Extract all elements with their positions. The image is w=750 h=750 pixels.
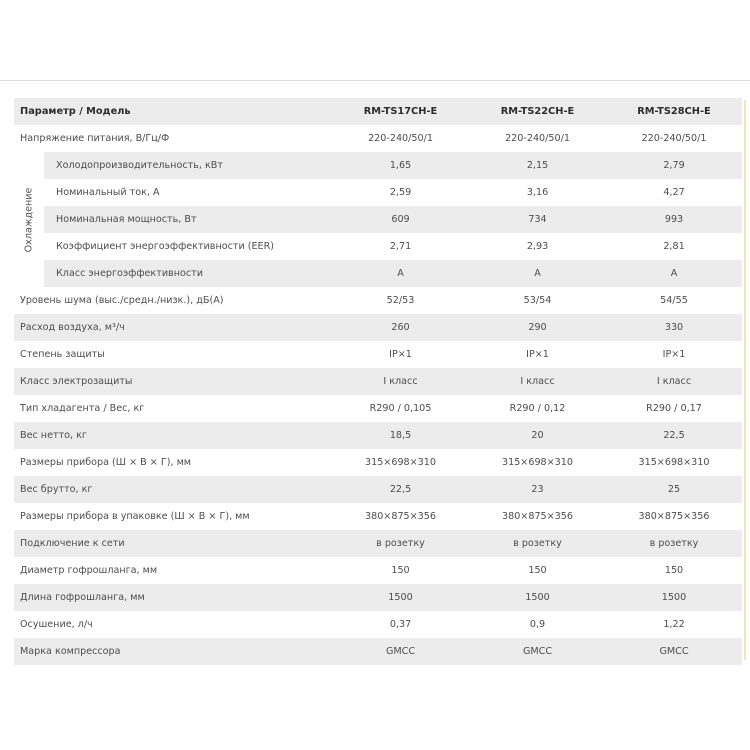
row-value: R290 / 0,105 <box>369 403 432 414</box>
row-label: Подключение к сети <box>14 530 332 557</box>
row-value: 315×698×310 <box>364 457 436 468</box>
row-value: 2,79 <box>606 152 742 179</box>
row-label: Расход воздуха, м³/ч <box>14 314 332 341</box>
row-label: Напряжение питания, В/Гц/Ф <box>20 133 170 144</box>
row-value: I класс <box>606 368 742 395</box>
row-value: 150 <box>528 565 547 576</box>
row-value: 3,16 <box>526 187 549 198</box>
table-row <box>14 638 742 665</box>
row-value: 380×875×356 <box>364 511 436 522</box>
row-value: 23 <box>469 476 606 503</box>
row-value: 18,5 <box>332 422 469 449</box>
row-label: Вес брутто, кг <box>14 476 332 503</box>
header-model-2: RM-TS22CH-E <box>469 98 606 125</box>
row-value: 1500 <box>332 584 469 611</box>
row-label: Коэффициент энергоэффективности (EER) <box>56 241 275 252</box>
row-value: 315×698×310 <box>501 457 573 468</box>
row-value: IP×1 <box>389 349 412 360</box>
table-row <box>14 206 742 233</box>
header-model-1: RM-TS17CH-E <box>332 98 469 125</box>
row-value: 993 <box>606 206 742 233</box>
row-label: Вес нетто, кг <box>14 422 332 449</box>
row-value: 220-240/50/1 <box>641 133 707 144</box>
table-row <box>14 341 742 368</box>
header-param-label: Параметр / Модель <box>14 98 332 125</box>
table-row <box>14 233 742 260</box>
table-row <box>14 503 742 530</box>
table-row <box>14 584 742 611</box>
row-value: 380×875×356 <box>501 511 573 522</box>
row-value: в розетку <box>606 530 742 557</box>
row-label: Тип хладагента / Вес, кг <box>20 403 145 414</box>
row-value: A <box>332 260 469 287</box>
row-value: 220-240/50/1 <box>368 133 433 144</box>
row-value: в розетку <box>469 530 606 557</box>
top-divider <box>0 80 750 81</box>
row-value: 260 <box>332 314 469 341</box>
row-label: Размеры прибора (Ш × В × Г), мм <box>20 457 192 468</box>
table-row <box>14 395 742 422</box>
table-row <box>14 476 742 503</box>
row-value: 2,93 <box>526 241 549 252</box>
row-value: 220-240/50/1 <box>505 133 570 144</box>
row-value: IP×1 <box>662 349 686 360</box>
table-row <box>14 287 742 314</box>
row-label: Номинальная мощность, Вт <box>44 206 332 233</box>
row-value: 2,15 <box>469 152 606 179</box>
table-row <box>14 179 742 206</box>
table-row <box>14 449 742 476</box>
table-row <box>14 611 742 638</box>
row-value: A <box>606 260 742 287</box>
row-value: 54/55 <box>660 295 688 306</box>
row-value: 734 <box>469 206 606 233</box>
table-row <box>14 314 742 341</box>
row-value: A <box>469 260 606 287</box>
row-value: GMCC <box>606 638 742 665</box>
row-value: 22,5 <box>606 422 742 449</box>
row-value: GMCC <box>469 638 606 665</box>
row-label: Класс энергоэффективности <box>44 260 332 287</box>
row-value: 0,37 <box>389 619 412 630</box>
table-row <box>14 422 742 449</box>
header-model-3: RM-TS28CH-E <box>606 98 742 125</box>
cooling-group-cell <box>14 152 44 287</box>
row-label: Холодопроизводительность, кВт <box>44 152 332 179</box>
row-value: 2,71 <box>389 241 412 252</box>
row-value: 20 <box>469 422 606 449</box>
table-row <box>14 530 742 557</box>
row-value: I класс <box>332 368 469 395</box>
table-header-row <box>14 98 742 125</box>
row-value: в розетку <box>332 530 469 557</box>
row-value: 1500 <box>469 584 606 611</box>
row-label: Длина гофрошланга, мм <box>14 584 332 611</box>
row-value: 1500 <box>606 584 742 611</box>
row-value: 52/53 <box>386 295 415 306</box>
cooling-group-label: Охлаждение <box>23 187 35 252</box>
row-value: 330 <box>606 314 742 341</box>
row-value: 1,22 <box>663 619 685 630</box>
row-value: I класс <box>469 368 606 395</box>
row-value: IP×1 <box>526 349 549 360</box>
row-value: 150 <box>664 565 684 576</box>
row-value: 2,59 <box>389 187 412 198</box>
row-value: 22,5 <box>332 476 469 503</box>
row-value: 380×875×356 <box>638 511 710 522</box>
row-value: R290 / 0,17 <box>646 403 702 414</box>
right-edge-mark <box>744 100 746 660</box>
row-value: 150 <box>391 565 410 576</box>
row-value: 2,81 <box>663 241 685 252</box>
row-value: 25 <box>606 476 742 503</box>
row-label: Степень защиты <box>20 349 105 360</box>
row-value: 315×698×310 <box>638 457 710 468</box>
row-value: R290 / 0,12 <box>509 403 566 414</box>
row-value: 4,27 <box>663 187 685 198</box>
row-value: GMCC <box>332 638 469 665</box>
table-row <box>14 368 742 395</box>
row-value: 53/54 <box>523 295 552 306</box>
row-label: Диаметр гофрошланга, мм <box>20 565 158 576</box>
row-value: 0,9 <box>529 619 546 630</box>
row-value: 609 <box>332 206 469 233</box>
table-row <box>14 557 742 584</box>
table-row <box>14 152 742 179</box>
row-label: Класс электрозащиты <box>14 368 332 395</box>
row-label: Марка компрессора <box>14 638 332 665</box>
table-row <box>14 125 742 152</box>
row-label: Уровень шума (выс./средн./низк.), дБ(А) <box>20 295 224 306</box>
spec-table <box>14 98 742 665</box>
table-row <box>14 260 742 287</box>
row-value: 290 <box>469 314 606 341</box>
row-label: Осушение, л/ч <box>20 619 93 630</box>
row-value: 1,65 <box>332 152 469 179</box>
row-label: Номинальный ток, А <box>56 187 160 198</box>
row-label: Размеры прибора в упаковке (Ш × В × Г), мм <box>20 511 250 522</box>
